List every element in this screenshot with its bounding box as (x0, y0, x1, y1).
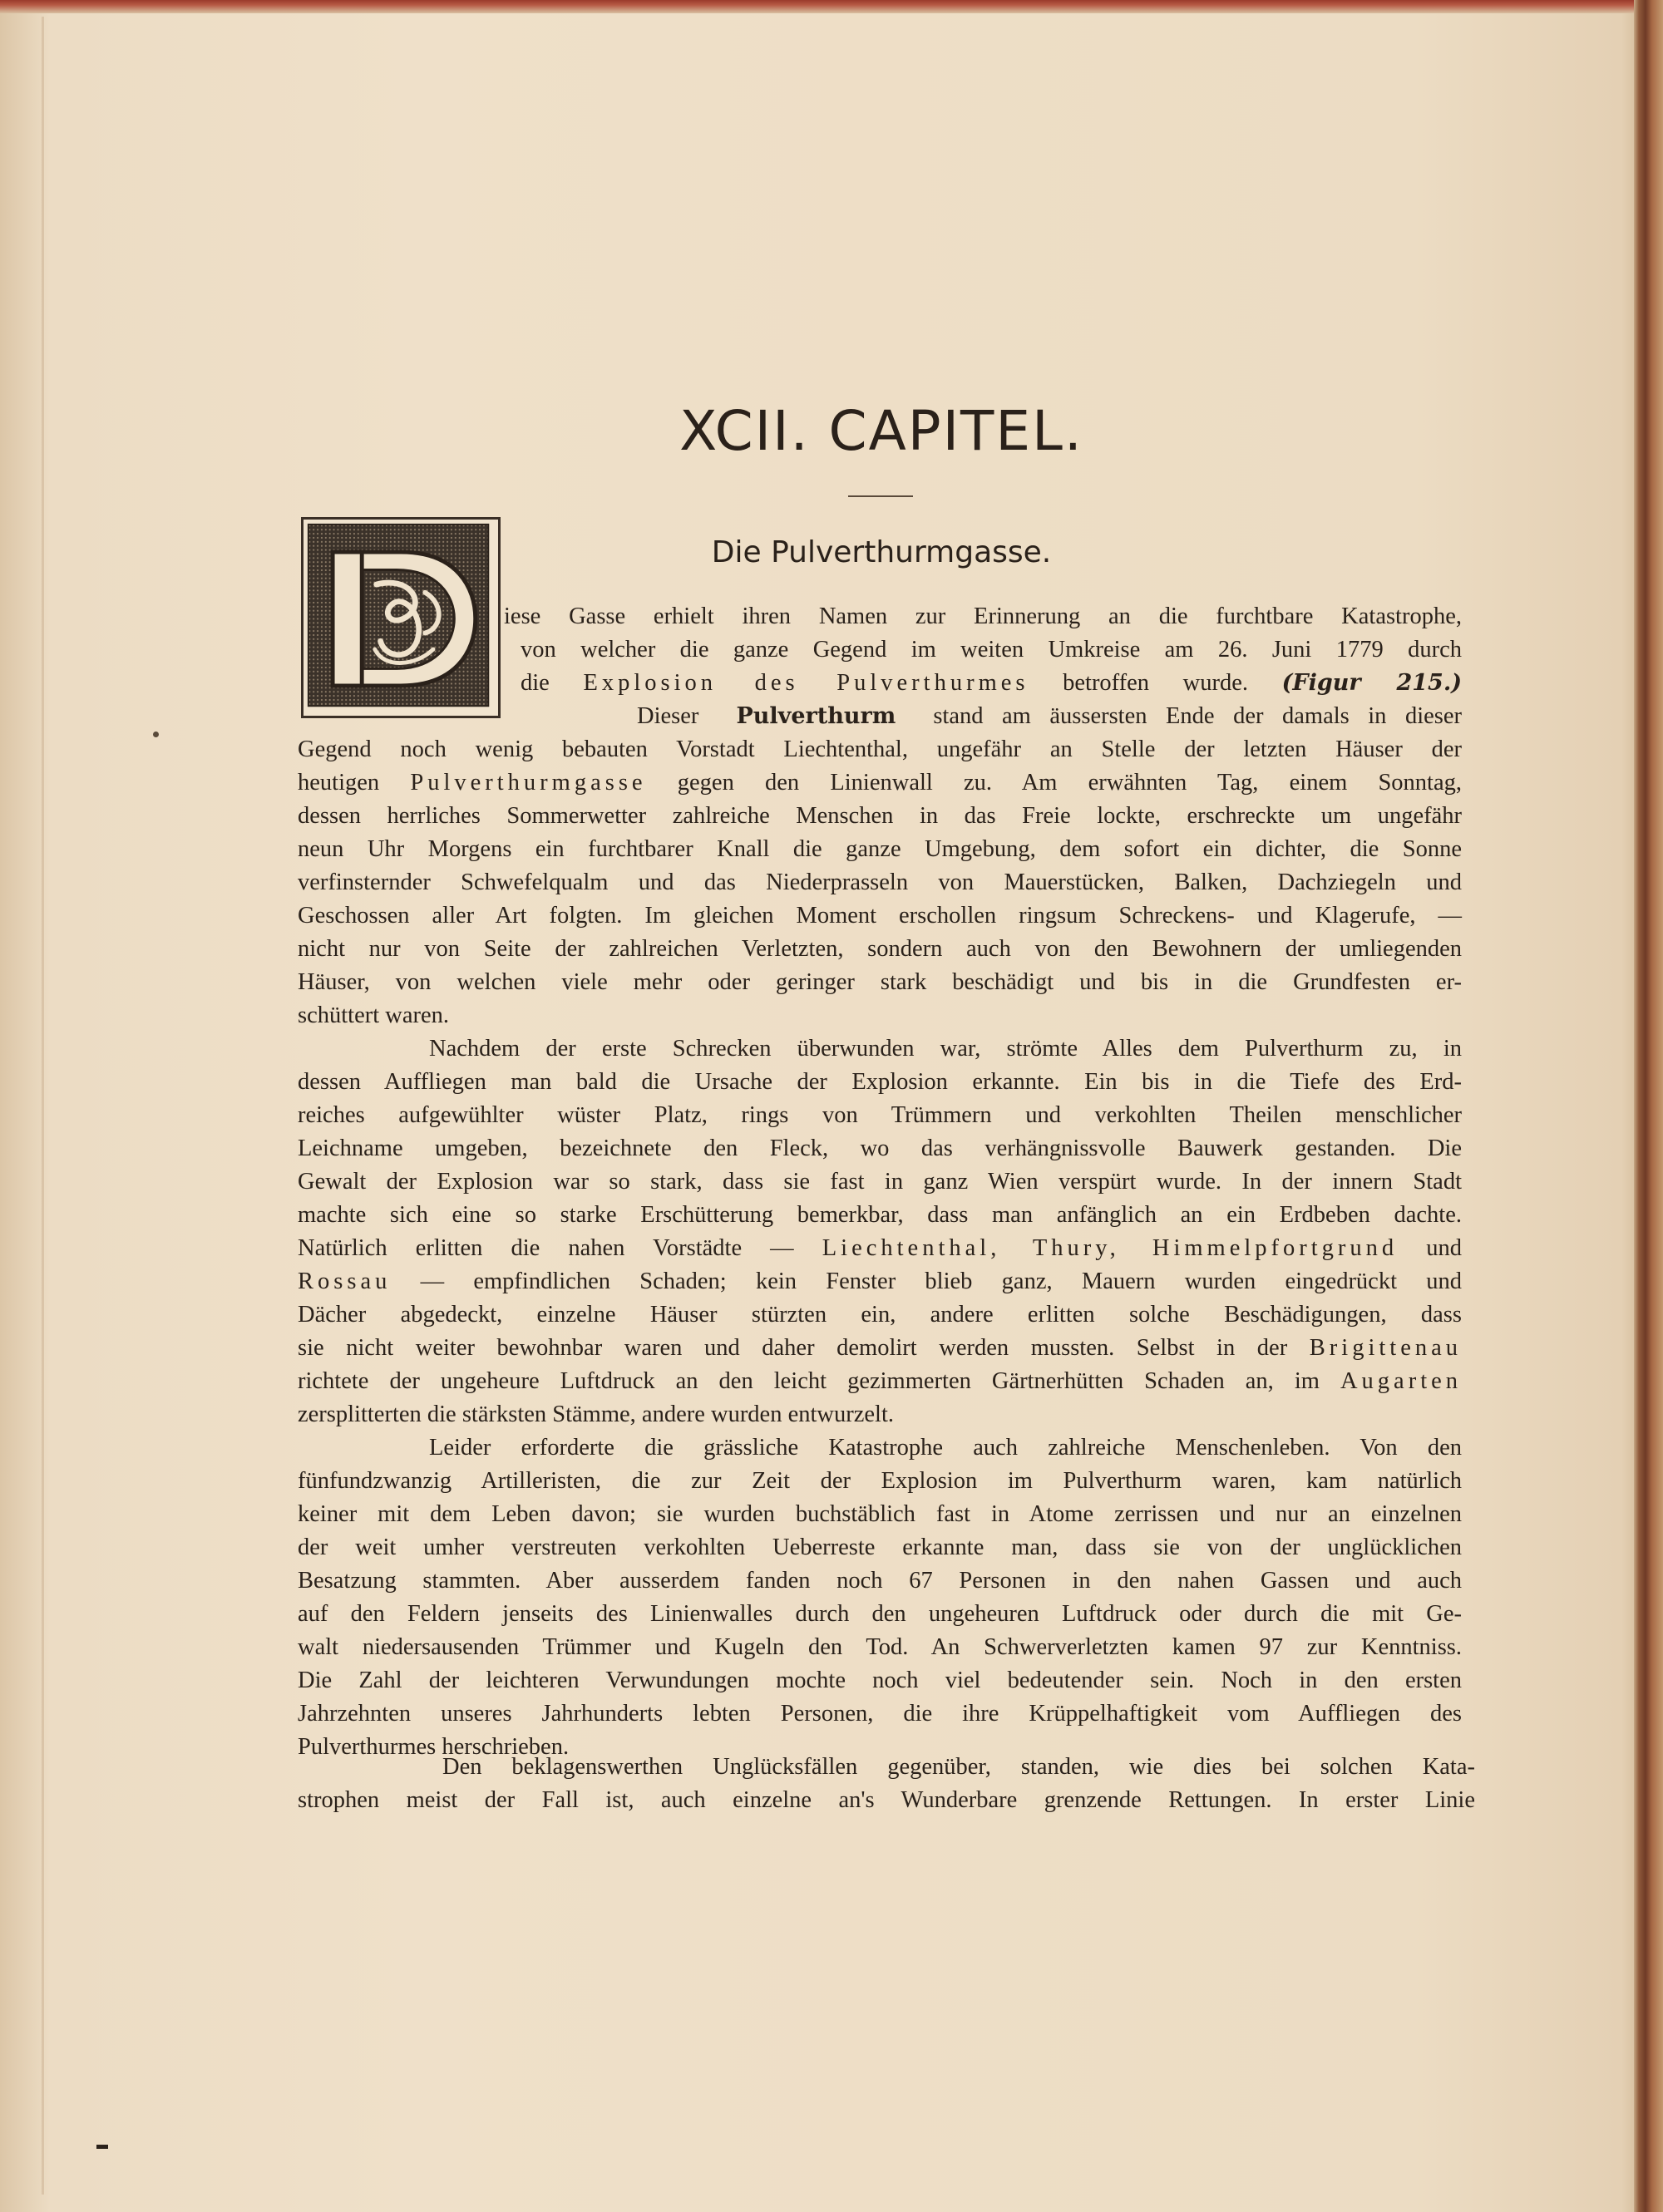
heading-divider (848, 495, 913, 497)
page-blemish (153, 732, 159, 737)
text-line: Gewalt der Explosion war so stark, dass sie fast in ganz Wien verspürt wurde. In der innern Stadt (298, 1169, 1462, 1195)
text-line: walt niedersausenden Trümmer und Kugeln den Tod. An Schwerverletzten kamen 97 zur Kenntniss. (298, 1634, 1462, 1660)
text-line: dessen herrliches Sommerwetter zahlreiche Menschen in das Freie lockte, erschreckte um ungefähr (298, 803, 1462, 829)
text-segment: Natürlich erlitten die nahen Vorstädte — (298, 1235, 794, 1261)
text-line: Jahrzehnten unseres Jahrhunderts lebten Personen, die ihre Krüppelhaftigkeit vom Auffliegen des (298, 1701, 1462, 1727)
text-segment: heutigen (298, 770, 380, 796)
text-line: Gegend noch wenig bebauten Vorstadt Liechtenthal, ungefähr an Stelle der letzten Häuser der (298, 737, 1462, 762)
text-line: fünfundzwanzig Artilleristen, die zur Zeit der Explosion im Pulverthurm waren, kam natürlich (298, 1468, 1462, 1494)
text-line: iese Gasse erhielt ihren Namen zur Erinnerung an die furchtbare Katastrophe, (504, 603, 1462, 629)
text-segment: die (521, 670, 550, 696)
fraktur-emphasis: Pulverthurm (736, 703, 896, 729)
text-line: Pulverthurmes herschrieben. (298, 1734, 570, 1760)
spaced-emphasis: Augarten (1340, 1368, 1463, 1394)
text-line: Häuser, von welchen viele mehr oder geringer stark beschädigt und bis in die Grundfesten er- (298, 969, 1462, 995)
text-segment: gegen den Linienwall zu. Am erwähnten Tag, einem Sonntag, (677, 770, 1463, 796)
text-line: der weit umher verstreuten verkohlten Ueberreste erkannte man, dass sie von der unglücklichen (298, 1535, 1462, 1560)
text-segment: betroffen wurde. (1063, 670, 1249, 696)
text-line: auf den Feldern jenseits des Linienwalles durch den ungeheuren Luftdruck oder durch die mit Ge- (298, 1601, 1462, 1627)
spaced-emphasis: Explosion des Pulverthurmes (583, 670, 1029, 696)
text-line: Nachdem der erste Schrecken überwunden war, strömte Alles dem Pulverthurm zu, in (429, 1036, 1462, 1062)
text-segment: stand am äussersten Ende der damals in dieser (933, 703, 1463, 729)
text-line: neun Uhr Morgens ein furchtbarer Knall die ganze Umgebung, dem sofort ein dichter, die Sonne (298, 836, 1462, 862)
text-segment: und (1426, 1235, 1462, 1261)
text-line (298, 1335, 1462, 1362)
page-gutter-line (42, 17, 44, 2195)
text-line: von welcher die ganze Gegend im weiten Umkreise am 26. Juni 1779 durch (521, 637, 1462, 663)
text-line: Leichname umgeben, bezeichnete den Fleck, wo das verhängnissvolle Bauwerk gestanden. Die (298, 1136, 1462, 1161)
decorated-initial (301, 517, 501, 718)
chapter-heading: XCII. CAPITEL. (679, 399, 1083, 463)
text-line: reiches aufgewühlter wüster Platz, rings von Trümmern und verkohlten Theilen menschlicher (298, 1102, 1462, 1128)
text-line (637, 703, 1462, 730)
page-top-edge (0, 0, 1663, 13)
text-line: Leider erforderte die grässliche Katastrophe auch zahlreiche Menschenleben. Von den (429, 1435, 1462, 1461)
text-line (298, 1269, 1462, 1295)
text-line: Besatzung stammten. Aber ausserdem fanden noch 67 Personen in den nahen Gassen und auch (298, 1568, 1462, 1594)
text-line: nicht nur von Seite der zahlreichen Verletzten, sondern auch von den Bewohnern der umliegenden (298, 936, 1462, 962)
text-line (521, 670, 1462, 697)
section-title: Die Pulverthurmgasse. (711, 535, 1052, 569)
text-line: zersplitterten die stärksten Stämme, andere wurden entwurzelt. (298, 1402, 894, 1427)
text-line: Dächer abgedeckt, einzelne Häuser stürzten ein, andere erlitten solche Beschädigungen, dass (298, 1302, 1462, 1328)
text-segment: sie nicht weiter bewohnbar waren und daher demolirt werden mussten. Selbst in der (298, 1335, 1288, 1361)
text-line: Den beklagenswerthen Unglücksfällen gegenüber, standen, wie dies bei solchen Kata- (442, 1754, 1475, 1780)
figure-reference: (Figur 215.) (1281, 670, 1463, 696)
ornament-initial-icon (303, 520, 498, 716)
book-cover-edge (1634, 0, 1663, 2212)
text-line: schüttert waren. (298, 1003, 450, 1028)
text-segment: richtete der ungeheure Luftdruck an den leicht gezimmerten Gärtnerhütten Schaden an, im (298, 1368, 1320, 1394)
spaced-emphasis: Liechtenthal, Thury, Himmelpfortgrund (822, 1235, 1399, 1261)
spaced-emphasis: Brigittenau (1309, 1335, 1463, 1361)
spaced-emphasis: Pulverthurmgasse (410, 770, 647, 796)
text-line: Die Zahl der leichteren Verwundungen mochte noch viel bedeutender sein. Noch in den ersten (298, 1668, 1462, 1693)
text-line: machte sich eine so starke Erschütterung bemerkbar, dass man anfänglich an ein Erdbeben dachte. (298, 1202, 1462, 1228)
text-line: strophen meist der Fall ist, auch einzelne an's Wunderbare grenzende Rettungen. In erster Linie (298, 1787, 1475, 1813)
text-segment: — empfindlichen Schaden; kein Fenster blieb ganz, Mauern wurden eingedrückt und (420, 1269, 1463, 1294)
text-line (298, 1368, 1462, 1395)
text-line: verfinsternder Schwefelqualm und das Niederprasseln von Mauerstücken, Balken, Dachziegeln und (298, 870, 1462, 895)
text-line (298, 770, 1462, 796)
text-segment: Dieser (637, 703, 699, 729)
text-line: dessen Auffliegen man bald die Ursache der Explosion erkannte. Ein bis in die Tiefe des Erd- (298, 1069, 1462, 1095)
spaced-emphasis: Rossau (298, 1269, 392, 1294)
text-line: Geschossen aller Art folgten. Im gleichen Moment erschollen ringsum Schreckens- und Klagerufe, — (298, 903, 1462, 929)
text-line (298, 1235, 1462, 1262)
text-line: keiner mit dem Leben davon; sie wurden buchstäblich fast in Atome zerrissen und nur an einzelnen (298, 1501, 1462, 1527)
margin-mark (96, 2145, 108, 2149)
